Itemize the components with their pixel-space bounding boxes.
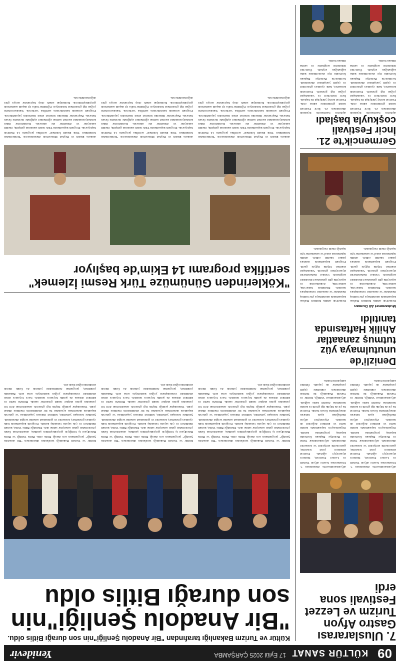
germencik-body-text: Aydın'ın Germencik ilçesinde düzenlenen 21. İncir Festivali renkli görüntülere sahne oldu. Festival kortej yürüyüşü ile başladı. İncir üreticileri ve vatandaşlar yoğun ilgi gösterdi. Festivalde konserler, halk oyunları gösterileri ve çeşitli yarışmalar düzenlendi. Germencik Belediye Başkanı festivalin ilçe ekonomisine katkı sağladığını söyledi. Üreticiler ürünlerini sergileme ve satma imkanı buldu. — [350, 59, 396, 115]
main-body-col2 — [101, 383, 193, 443]
column-divider — [300, 368, 396, 369]
exhibition-headline: "Köklerinden Günümüze Türk Resmi İzlemek" sertifika programı 14 Ekim'de başlıyor — [28, 262, 290, 290]
vertical-divider — [295, 5, 296, 641]
main-kicker: Kültür ve Turizm Bakanlığı tarafından "Bir Anadolu Şenliği"nin son durağı Bitlis oldu. — [7, 634, 290, 641]
denizli-article — [300, 305, 396, 366]
exhibition-body-text-2: Ankara Resim ve Heykel Müzesi'nde düzenlenecek "Köklerinden Günümüze Türk Resmi İzlemek" sertifika programı 14 Ekim'de başlayacak. Program kapsamında Türk resim sanatının gelişimi, önemli sanatçılar ve dönemler ele alınacak. Katılımcılar müze koleksiyonundaki eserleri uzman eğitmenler eşliğinde inceleme fırsatı bulacak. Başvurular müzenin internet sitesi üzerinden yapılabilecek. Program sonunda katılımcılara sertifika verilecek. Sanatseverlerin yoğun ilgi göstermesi bekleniyor. Eğitimler hafta içi akşam saatlerinde gerçekleştirilecek. Kontenjan sınırlı olup başvurular sıraya göre değerlendirilecek. — [101, 96, 193, 139]
festival-photo-image — [300, 473, 396, 573]
page-number: 09 — [377, 646, 392, 661]
exhibition-body-text-3: Ankara Resim ve Heykel Müzesi'nde düzenlenecek "Köklerinden Günümüze Türk Resmi İzlemek" sertifika programı 14 Ekim'de başlayacak. Program kapsamında Türk resim sanatının gelişimi, önemli sanatçılar ve dönemler ele alınacak. Katılımcılar müze koleksiyonundaki eserleri uzman eğitmenler eşliğinde inceleme fırsatı bulacak. Başvurular müzenin internet sitesi üzerinden yapılabilecek. Program sonunda katılımcılara sertifika verilecek. Sanatseverlerin yoğun ilgi göstermesi bekleniyor. Eğitimler hafta içi akşam saatlerinde gerçekleştirilecek. Kontenjan sınırlı olup başvurular sıraya göre değerlendirilecek. — [4, 96, 96, 139]
gastro-article — [300, 581, 396, 641]
publication-date: 17 Eylül 2025 ÇARŞAMBA — [214, 651, 286, 657]
crafts-photo — [300, 153, 396, 245]
exhibition-article — [4, 263, 290, 289]
germencik-article — [300, 114, 396, 146]
exhibition-body-text: Ankara Resim ve Heykel Müzesi'nde düzenlenecek "Köklerinden Günümüze Türk Resmi İzlemek" sertifika programı 14 Ekim'de başlayacak. Program kapsamında Türk resim sanatının gelişimi, önemli sanatçılar ve dönemler ele alınacak. Katılımcılar müze koleksiyonundaki eserleri uzman eğitmenler eşliğinde inceleme fırsatı bulacak. Başvurular müzenin internet sitesi üzerinden yapılabilecek. Program sonunda katılımcılara sertifika verilecek. Sanatseverlerin yoğun ilgi göstermesi bekleniyor. Eğitimler hafta içi akşam saatlerinde gerçekleştirilecek. Kontenjan sınırlı olup başvurular sıraya göre değerlendirilecek. — [198, 96, 290, 139]
main-body-text: Kültür ve Turizm Bakanlığı tarafından düzenlenen "Bir Anadolu Şenliği" programının son durağı Bitlis oldu. Bitlis Valiliği ve Bitlis Belediyesi iş birliğiyle gerçekleştirilen şenlikte, Anadolu'nun farklı yörelerinden gelen sanatçılar sahne aldı. Etkinliğe Bitlis Valisi, kurum müdürleri ve çok sayıda vatandaş katıldı. Program kapsamında halk oyunları gösterileri, konserler ve geleneksel sanatlar sergisi düzenlendi. Şenlikte konuşan yetkililer, kültürel mirasın yaşatılması ve gelecek kuşaklara aktarılması açısından bu tür etkinliklerin önemine dikkat çekti. Vatandaşlar şenliğe büyük ilgi gösterdi. Anadolu'nun dört bir yanından gelen ekipler renkli gösteriler sundu. Bitlis'in tarihi ve kültürel dokusu da şenlik boyunca tanıtıldı. Gece boyunca süren etkinlikler vatandaşların yoğun katılımıyla sona erdi. Bakanlık yetkilileri, programın önümüzdeki yıllarda da farklı illerde sürdürüleceğini ifade etti. — [198, 383, 290, 443]
main-body-col3 — [4, 383, 96, 443]
bitlis-stage-photo — [4, 449, 290, 579]
exhibition-body-col1 — [198, 96, 290, 139]
exhibition-body-col2 — [101, 96, 193, 139]
page-header-bar — [4, 645, 396, 661]
gastro-body-text-2: Afyonkarahisar'da düzenlenen 7. Uluslararası Gastro Afyon Turizm ve Lezzet Festivali, binlerce ziyaretçiyi ağırladı. Festival süresince yerel lezzetler, gastronomi atölyeleri ve konserler düzenlendi. Afyonkarahisar Valisi ve Belediye Başkanı festivalin kapanış programına katıldı. Organizasyon kapsamında kentin tarihi ve kültürel değerleri de tanıtıldı. Ziyaretçiler Afyon mutfağının eşsiz tatlarını deneyimleme fırsatı buldu. Festival bu yıl da büyük ilgi gördü ve kentin tanıtımına önemli katkı sağladı. Afyonkarahisar Valiliği, Kültür ve Turizm Bakanlığı ile birlikte düzenlenen etkinlikte çeşitli yarışmalar da yapıldı. Ödüller sahiplerini buldu. — [300, 379, 346, 469]
germencik-body-col1 — [350, 59, 396, 115]
main-body-col1 — [198, 383, 290, 443]
fig-festival-photo — [300, 5, 396, 55]
gastro-headline: 7. Uluslararası Gastro Afyon Turizm ve Lezzet Festivali sona erdi — [304, 580, 396, 641]
exhibition-photo — [4, 145, 290, 255]
main-body-text-2: Kültür ve Turizm Bakanlığı tarafından düzenlenen "Bir Anadolu Şenliği" programının son durağı Bitlis oldu. Bitlis Valiliği ve Bitlis Belediyesi iş birliğiyle gerçekleştirilen şenlikte, Anadolu'nun farklı yörelerinden gelen sanatçılar sahne aldı. Etkinliğe Bitlis Valisi, kurum müdürleri ve çok sayıda vatandaş katıldı. Program kapsamında halk oyunları gösterileri, konserler ve geleneksel sanatlar sergisi düzenlendi. Şenlikte konuşan yetkililer, kültürel mirasın yaşatılması ve gelecek kuşaklara aktarılması açısından bu tür etkinliklerin önemine dikkat çekti. Vatandaşlar şenliğe büyük ilgi gösterdi. Anadolu'nun dört bir yanından gelen ekipler renkli gösteriler sundu. Bitlis'in tarihi ve kültürel dokusu da şenlik boyunca tanıtıldı. Gece boyunca süren etkinlikler vatandaşların yoğun katılımıyla sona erdi. Bakanlık yetkilileri, programın önümüzdeki yıllarda da farklı illerde sürdürüleceğini ifade etti. — [101, 383, 193, 443]
column-divider-2 — [300, 148, 396, 149]
germencik-headline: Germencik'te 21. İncir Festivali coşkuyla başladı — [315, 114, 396, 146]
germencik-body-col2 — [300, 59, 346, 115]
main-article — [4, 584, 290, 641]
denizli-body-col1 — [350, 247, 396, 303]
festival-photo — [300, 473, 396, 573]
main-body-text-3: Kültür ve Turizm Bakanlığı tarafından düzenlenen "Bir Anadolu Şenliği" programının son durağı Bitlis oldu. Bitlis Valiliği ve Bitlis Belediyesi iş birliğiyle gerçekleştirilen şenlikte, Anadolu'nun farklı yörelerinden gelen sanatçılar sahne aldı. Etkinliğe Bitlis Valisi, kurum müdürleri ve çok sayıda vatandaş katıldı. Program kapsamında halk oyunları gösterileri, konserler ve geleneksel sanatlar sergisi düzenlendi. Şenlikte konuşan yetkililer, kültürel mirasın yaşatılması ve gelecek kuşaklara aktarılması açısından bu tür etkinliklerin önemine dikkat çekti. Vatandaşlar şenliğe büyük ilgi gösterdi. Anadolu'nun dört bir yanından gelen ekipler renkli gösteriler sundu. Bitlis'in tarihi ve kültürel dokusu da şenlik boyunca tanıtıldı. Gece boyunca süren etkinlikler vatandaşların yoğun katılımıyla sona erdi. Bakanlık yetkilileri, programın önümüzdeki yıllarda da farklı illerde sürdürüleceğini ifade etti. — [4, 383, 96, 443]
fig-festival-photo-image — [300, 5, 396, 55]
denizli-byline: Muhammet Ali Duman — [354, 304, 396, 310]
denizli-headline: Denizli'de unutulmaya yüz tutmuş zanaatlar Ahilik Haftasında tanıtıldı — [314, 313, 396, 366]
denizli-body-col2 — [300, 247, 346, 303]
exhibition-body-col3 — [4, 96, 96, 139]
denizli-body-text-2: Denizli'de Ahilik Kültürü Haftası kapsamında unutulmaya yüz tutmuş meslekler ve zanaatlar vatandaşlara tanıtıldı. Etkinlikte bakırcılık, semercilik, dokumacılık ve sepetçilik gibi geleneksel meslekler sergilendi. Ustalar maharetlerini ziyaretçilere gösterdi. Vatandaşlar stantları büyük ilgiyle gezdi. Program kapsamında ustalara plaket takdim edildi. Ahilik teşkilatının esnaf ve sanatkarlar için taşıdığı önem vurgulandı. — [300, 247, 346, 303]
gastro-body-col2 — [300, 379, 346, 469]
newspaper-logo: Yenidevir — [10, 648, 53, 660]
crafts-photo-image — [300, 153, 396, 245]
main-headline: "Bir Anadolu Şenliği"nin son durağı Bitlis oldu — [10, 582, 290, 634]
exhibition-photo-image — [4, 145, 290, 255]
gastro-body-text: Afyonkarahisar'da düzenlenen 7. Uluslararası Gastro Afyon Turizm ve Lezzet Festivali, binlerce ziyaretçiyi ağırladı. Festival süresince yerel lezzetler, gastronomi atölyeleri ve konserler düzenlendi. Afyonkarahisar Valisi ve Belediye Başkanı festivalin kapanış programına katıldı. Organizasyon kapsamında kentin tarihi ve kültürel değerleri de tanıtıldı. Ziyaretçiler Afyon mutfağının eşsiz tatlarını deneyimleme fırsatı buldu. Festival bu yıl da büyük ilgi gördü ve kentin tanıtımına önemli katkı sağladı. Afyonkarahisar Valiliği, Kültür ve Turizm Bakanlığı ile birlikte düzenlenen etkinlikte çeşitli yarışmalar da yapıldı. Ödüller sahiplerini buldu. — [350, 379, 396, 469]
section-title: KÜLTÜR SANAT — [291, 648, 368, 658]
gastro-body-col1 — [350, 379, 396, 469]
horizontal-divider — [4, 292, 290, 293]
bitlis-stage-photo-image — [4, 449, 290, 579]
denizli-body-text: Denizli'de Ahilik Kültürü Haftası kapsamında unutulmaya yüz tutmuş meslekler ve zanaatlar vatandaşlara tanıtıldı. Etkinlikte bakırcılık, semercilik, dokumacılık ve sepetçilik gibi geleneksel meslekler sergilendi. Ustalar maharetlerini ziyaretçilere gösterdi. Vatandaşlar stantları büyük ilgiyle gezdi. Program kapsamında ustalara plaket takdim edildi. Ahilik teşkilatının esnaf ve sanatkarlar için taşıdığı önem vurgulandı. — [350, 247, 396, 303]
germencik-body-text-2: Aydın'ın Germencik ilçesinde düzenlenen 21. İncir Festivali renkli görüntülere sahne oldu. Festival kortej yürüyüşü ile başladı. İncir üreticileri ve vatandaşlar yoğun ilgi gösterdi. Festivalde konserler, halk oyunları gösterileri ve çeşitli yarışmalar düzenlendi. Germencik Belediye Başkanı festivalin ilçe ekonomisine katkı sağladığını söyledi. Üreticiler ürünlerini sergileme ve satma imkanı buldu. — [300, 59, 346, 115]
